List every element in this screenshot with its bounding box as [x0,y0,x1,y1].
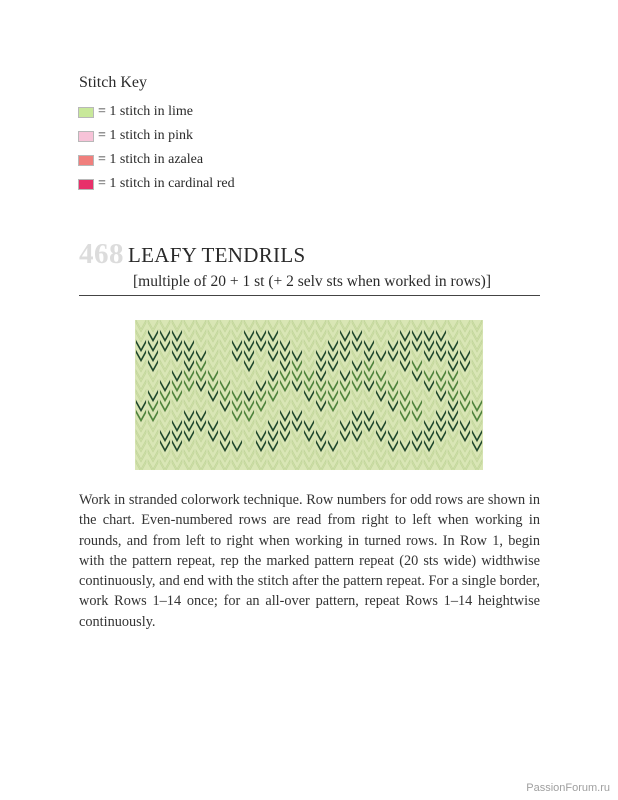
stitch-key-label: = 1 stitch in pink [98,128,194,143]
pattern-title: LEAFY TENDRILS [128,243,306,267]
stitch-key-item-lime [78,100,235,124]
stitch-key-label: = 1 stitch in lime [98,104,193,119]
stitch-key-label: = 1 stitch in azalea [98,152,204,167]
stitch-key-title: Stitch Key [79,74,147,91]
title-divider [79,295,540,296]
lime-swatch-icon [78,107,94,118]
pattern-number: 468 [79,238,124,270]
azalea-swatch-icon [78,155,94,166]
pink-swatch-icon [78,131,94,142]
cardinal-red-swatch-icon [78,179,94,190]
stitch-key-list [78,100,235,196]
stitch-key-label: = 1 stitch in cardinal red [98,176,235,191]
watermark: PassionForum.ru [526,782,610,794]
stitch-key-item-pink [78,124,235,148]
pattern-subtitle: [multiple of 20 + 1 st (+ 2 selv sts when worked in rows)] [133,273,492,290]
knitted-swatch-photo [135,320,483,470]
stitch-key-item-azalea [78,148,235,172]
knitted-swatch-illustration [135,320,483,470]
instructions-paragraph: Work in stranded colorwork technique. Row numbers for odd rows are shown in the chart. Even-numbered rows are read from right to left when working in rounds, and from left to right when working in turned rows. In Row 1, begin with the pattern repeat, rep the marked pattern repeat (20 sts wide) widthwise continuously, and end with the stitch after the pattern repeat. For a single border, work Rows 1–14 once; for an all-over pattern, repeat Rows 1–14 heightwise continuously. [79,492,540,630]
stitch-key-item-cardinal-red [78,172,235,196]
